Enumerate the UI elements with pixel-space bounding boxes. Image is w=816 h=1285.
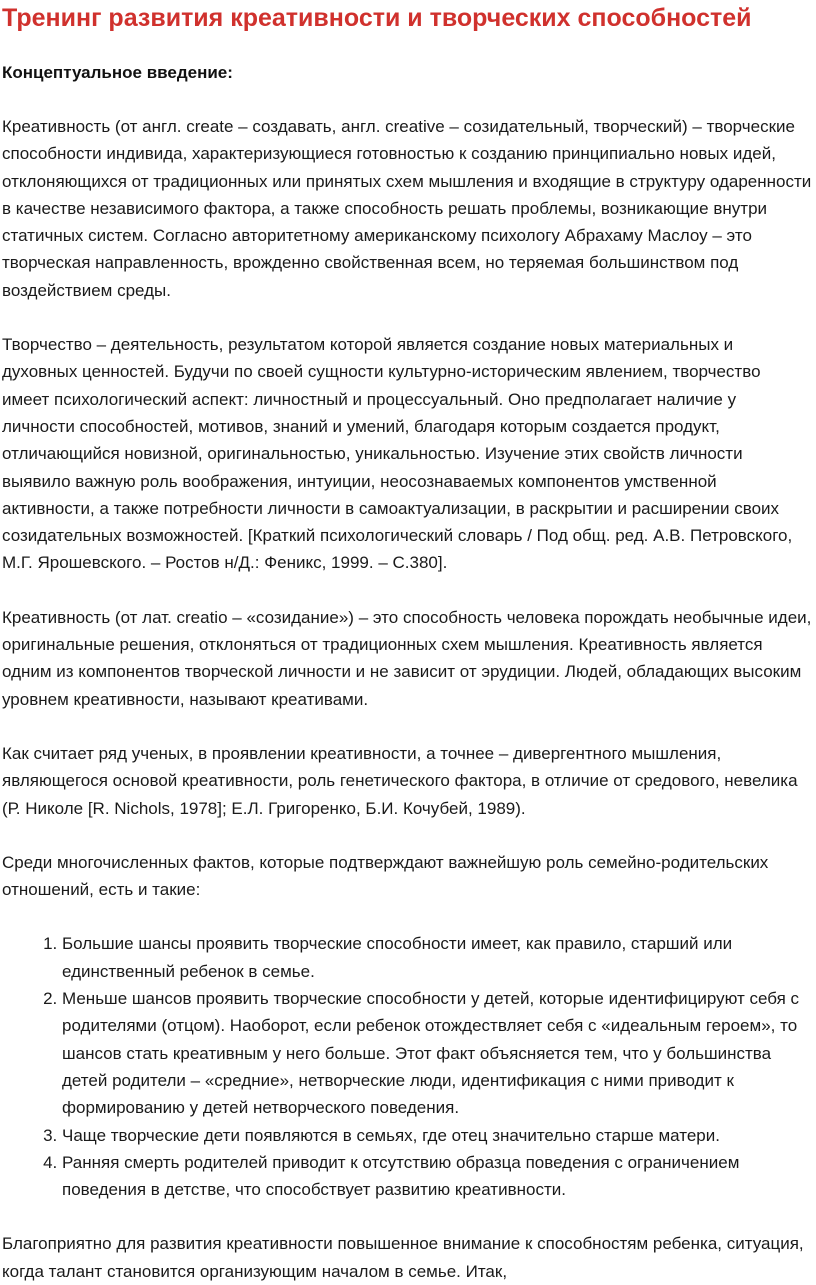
list-item: 3. Чаще творческие дети появляются в семьях, где отец значительно старше матери. bbox=[62, 1122, 812, 1149]
paragraph-genetic-factor: Как считает ряд ученых, в проявлении креативности, а точнее – дивергентного мышления, являющегося основой креативности, роль генетического фактора, в отличие от средового, невелика (Р. Николе [R. Nichols, 1978]; Е.Л. Григоренко, Б.И. Кочубей, 1989). bbox=[2, 743, 798, 818]
paragraph-closing: Благоприятно для развития креативности повышенное внимание к способностям ребенка, ситуация, когда талант становится организующим началом в семье. Итак, bbox=[2, 1234, 804, 1281]
family-facts-list bbox=[2, 930, 812, 1203]
list-item: 4. Ранняя смерть родителей приводит к отсутствию образца поведения с ограничением поведения в детстве, что способствует развитию креативности. bbox=[62, 1149, 812, 1204]
paragraph-creativity-activity: Творчество – деятельность, результатом которой является создание новых материальных и духовных ценностей. Будучи по своей сущности культурно-историческим явлением, творчество имеет психологический аспект: личностный и процессуальный. Оно предполагает наличие у личности способностей, мотивов, знаний и умений, благодаря которым создается продукт, отличающийся новизной, оригинальностью, уникальностью. Изучение этих свойств личности выявило важную роль воображения, интуиции, неосознаваемых компонентов умственной активности, а также потребности личности в самоактуализации, в раскрытии и расширении своих созидательных возможностей. [Краткий психологический словарь / Под общ. ред. А.В. Петровского, М.Г. Ярошевского. – Ростов н/Д.: Феникс, 1999. – С.380]. bbox=[2, 335, 793, 573]
list-item: 1. Большие шансы проявить творческие способности имеет, как правило, старший или единственный ребенок в семье. bbox=[62, 930, 812, 985]
document-title: Тренинг развития креативности и творческих способностей bbox=[2, 4, 752, 32]
paragraph-family-facts-intro: Среди многочисленных фактов, которые подтверждают важнейшую роль семейно-родительских отношений, есть и такие: bbox=[2, 852, 769, 900]
paragraph-creativity-definition: Креативность (от англ. create – создавать, англ. creative – созидательный, творческий) – творческие способности индивида, характеризующиеся готовностью к созданию принципиально новых идей, отклоняющихся от традиционных или принятых схем мышления и входящие в структуру одаренности в качестве независимого фактора, а также способность решать проблемы, возникающие внутри статичных систем. Согласно авторитетному американскому психологу Абрахаму Маслоу – это творческая направленность, врожденно свойственная всем, но теряемая большинством под воздействием среды. bbox=[2, 117, 812, 300]
section-subtitle: Концептуальное введение: bbox=[2, 63, 233, 82]
paragraph-creativity-latin: Креативность (от лат. creatio – «созидание») – это способность человека порождать необычные идеи, оригинальные решения, отклоняться от традиционных схем мышления. Креативность является одним из компонентов творческой личности и не зависит от эрудиции. Людей, обладающих высоким уровнем креативности, называют креативами. bbox=[2, 607, 812, 709]
list-item: 2. Меньше шансов проявить творческие способности у детей, которые идентифицируют себя с родителями (отцом). Наоборот, если ребенок отождествляет себя с «идеальным героем», то шансов стать креативным у него больше. Этот факт объясняется тем, что у большинства детей родители – «средние», нетворческие люди, идентификация с ними приводит к формированию у детей нетворческого поведения. bbox=[62, 985, 812, 1121]
